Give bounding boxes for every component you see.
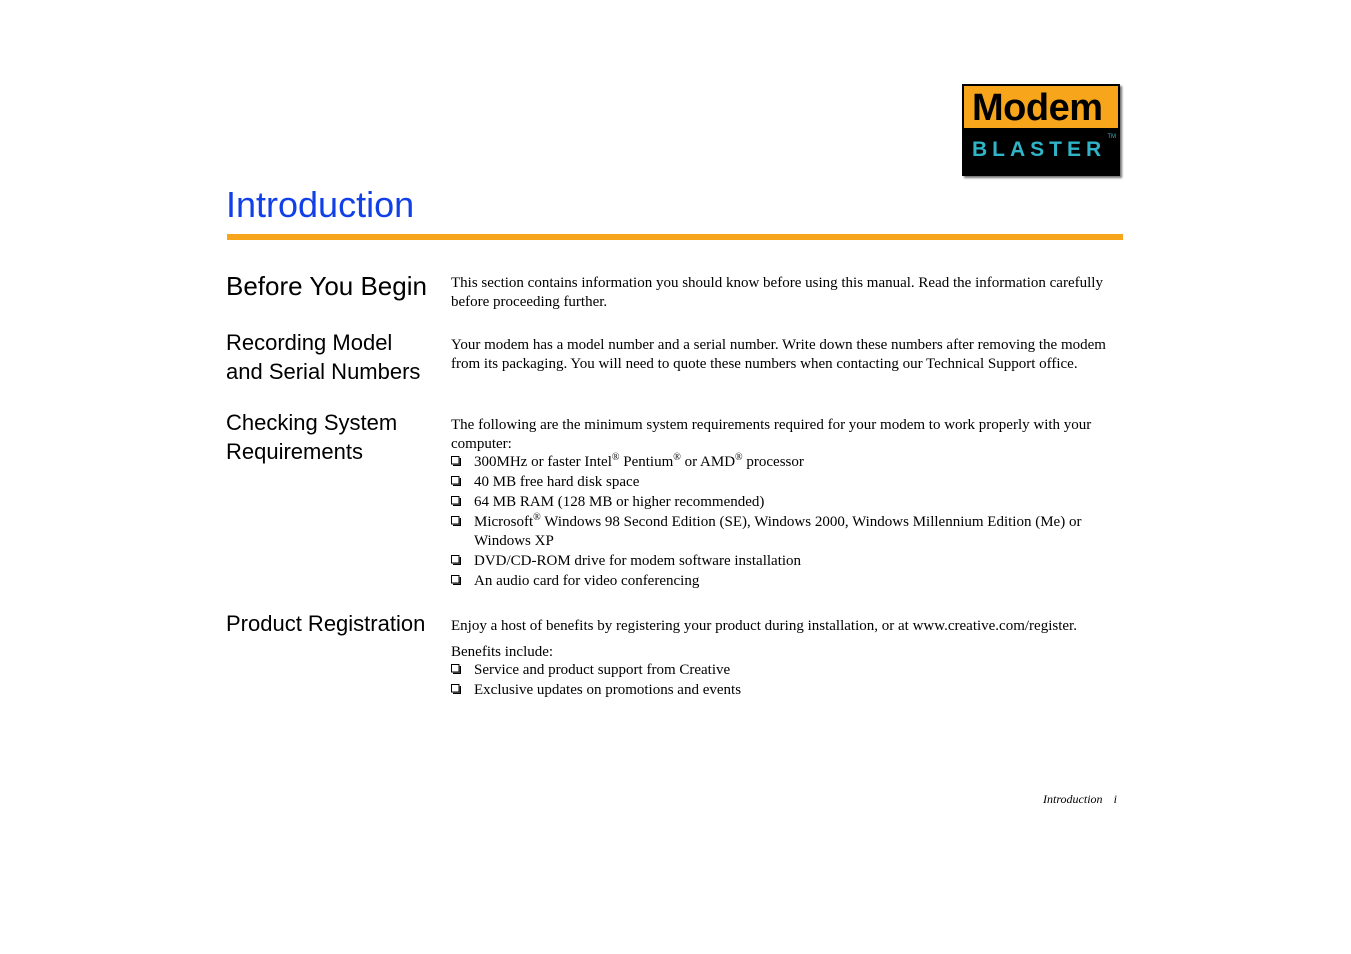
list-item: 300MHz or faster Intel® Pentium® or AMD® processor bbox=[451, 453, 1123, 472]
heading-requirements-line2: Requirements bbox=[226, 439, 363, 464]
logo-subword: BLASTER bbox=[972, 138, 1107, 161]
list-item: 40 MB free hard disk space bbox=[451, 473, 1123, 492]
checkbox-bullet-icon bbox=[451, 516, 461, 526]
list-item: Exclusive updates on promotions and events bbox=[451, 681, 1123, 700]
before-you-begin-text bbox=[451, 274, 1123, 311]
heading-recording-line1: Recording Model bbox=[226, 330, 393, 355]
checkbox-bullet-icon bbox=[451, 555, 461, 565]
checkbox-bullet-icon bbox=[451, 664, 461, 674]
logo-word: Modem bbox=[972, 87, 1103, 129]
recording-text bbox=[451, 336, 1123, 373]
list-item: Microsoft® Windows 98 Second Edition (SE), Windows 2000, Windows Millennium Edition (Me) or Windows XP bbox=[451, 513, 1123, 550]
list-item: Service and product support from Creative bbox=[451, 661, 1123, 680]
checkbox-bullet-icon bbox=[451, 684, 461, 694]
logo-top-band bbox=[964, 86, 1118, 128]
benefits-label: Benefits include: bbox=[451, 643, 554, 660]
checkbox-bullet-icon bbox=[451, 575, 461, 585]
checkbox-bullet-icon bbox=[451, 476, 461, 486]
heading-before-you-begin: Before You Begin bbox=[226, 271, 427, 301]
registration-text bbox=[451, 617, 1123, 701]
benefits-list bbox=[451, 661, 1123, 700]
page-title: Introduction bbox=[226, 184, 415, 225]
heading-product-registration: Product Registration bbox=[226, 611, 426, 636]
heading-requirements-line1: Checking System bbox=[226, 410, 398, 435]
requirements-intro: The following are the minimum system requirements required for your modem to work properly with your computer: bbox=[451, 417, 1092, 452]
page-number: i bbox=[1113, 792, 1117, 806]
requirements-text bbox=[451, 416, 1123, 592]
requirements-list bbox=[451, 453, 1123, 590]
before-you-begin-paragraph: This section contains information you should know before using this manual. Read the information carefully before proceeding further. bbox=[451, 275, 1103, 310]
title-rule bbox=[227, 234, 1123, 240]
footer-section-name: Introduction bbox=[1043, 792, 1103, 806]
page-footer bbox=[1043, 792, 1117, 807]
recording-paragraph: Your modem has a model number and a serial number. Write down these numbers after removing the modem from its packaging. You will need to quote these numbers when contacting our Technical Support office. bbox=[451, 337, 1106, 372]
list-item: 64 MB RAM (128 MB or higher recommended) bbox=[451, 493, 1123, 512]
heading-recording-line2: and Serial Numbers bbox=[226, 359, 421, 384]
logo-trademark: TM bbox=[1107, 134, 1116, 140]
heading-recording-model bbox=[226, 328, 420, 386]
modem-blaster-logo bbox=[962, 84, 1120, 176]
registration-paragraph: Enjoy a host of benefits by registering your product during installation, or at www.creative.com/register. bbox=[451, 618, 1077, 634]
checkbox-bullet-icon bbox=[451, 496, 461, 506]
checkbox-bullet-icon bbox=[451, 456, 461, 466]
list-item: An audio card for video conferencing bbox=[451, 572, 1123, 591]
list-item: DVD/CD-ROM drive for modem software installation bbox=[451, 552, 1123, 571]
heading-system-requirements bbox=[226, 408, 397, 466]
